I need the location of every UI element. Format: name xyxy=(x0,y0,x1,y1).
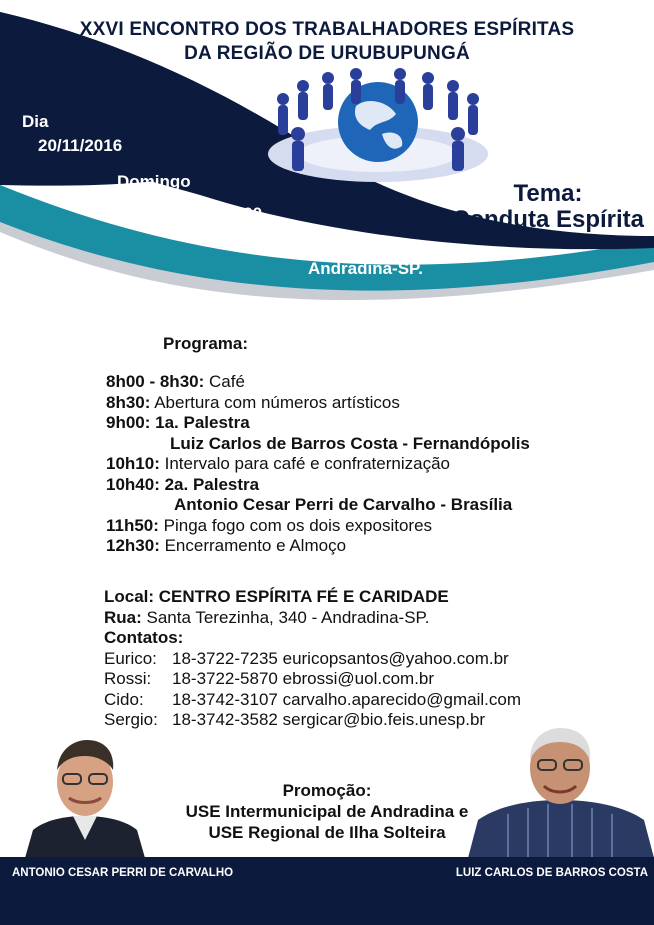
programa-item: 12h30: Encerramento e Almoço xyxy=(106,536,347,555)
promocao-label: Promoção: xyxy=(282,781,372,800)
globe-emblem xyxy=(268,68,488,182)
programa-item: 8h00 - 8h30: Café xyxy=(106,372,245,391)
tema-value: Conduta Espírita xyxy=(451,206,644,233)
event-title xyxy=(0,18,654,66)
contact-row: Sergio: 18-3742-3582 sergicar@bio.feis.unesp.br xyxy=(104,710,486,729)
contatos-label: Contatos: xyxy=(104,628,184,647)
promocao-line2: USE Regional de Ilha Solteira xyxy=(208,823,446,842)
programa-item: 10h10: Intervalo para café e confraternização xyxy=(106,454,450,473)
programa-item: 9h00: 1a. Palestra xyxy=(106,413,250,432)
event-date: 20/11/2016 xyxy=(38,136,123,155)
contact-row: Rossi: 18-3722-5870 ebrossi@uol.com.br xyxy=(104,669,435,688)
programa-item: 10h40: 2a. Palestra xyxy=(106,474,260,494)
contact-row: Eurico: 18-3722-7235 euricopsantos@yahoo.com.br xyxy=(104,648,509,668)
tema-label: Tema: xyxy=(513,180,583,207)
tema-block xyxy=(452,181,644,233)
local-label: Local: CENTRO ESPÍRITA FÉ E CARIDADE xyxy=(104,587,449,606)
dia-label: Dia xyxy=(22,112,49,131)
event-time-from: Das 08h00 xyxy=(178,204,263,223)
promocao-line1: USE Intermunicipal de Andradina e xyxy=(185,802,469,821)
caption-right: LUIZ CARLOS DE BARROS COSTA xyxy=(455,867,648,879)
programa-list xyxy=(106,372,530,557)
event-city: Andradina-SP. xyxy=(308,259,423,278)
programa-item: 8h30: Abertura com números artísticos xyxy=(106,392,400,412)
programa-item: 11h50: Pinga fogo com os dois expositores xyxy=(106,515,433,535)
event-time-to: às 12h30 xyxy=(240,223,312,242)
rua-line: Rua: Santa Terezinha, 340 - Andradina-SP. xyxy=(104,607,430,627)
event-title-line2: DA REGIÃO DE URUBUPUNGÁ xyxy=(184,43,470,64)
caption-left: ANTONIO CESAR PERRI DE CARVALHO xyxy=(12,867,234,879)
programa-heading: Programa: xyxy=(163,334,249,353)
programa-speaker: Antonio Cesar Perri de Carvalho - Brasília xyxy=(174,495,513,514)
promocao-block xyxy=(0,780,654,843)
event-weekday: Domingo xyxy=(117,172,191,191)
contact-row: Cido: 18-3742-3107 carvalho.aparecido@gmail.com xyxy=(104,689,521,709)
local-block xyxy=(104,587,521,731)
programa-speaker: Luiz Carlos de Barros Costa - Fernandópolis xyxy=(170,433,530,453)
event-title-line1: XXVI ENCONTRO DOS TRABALHADORES ESPÍRITAS xyxy=(79,19,575,40)
